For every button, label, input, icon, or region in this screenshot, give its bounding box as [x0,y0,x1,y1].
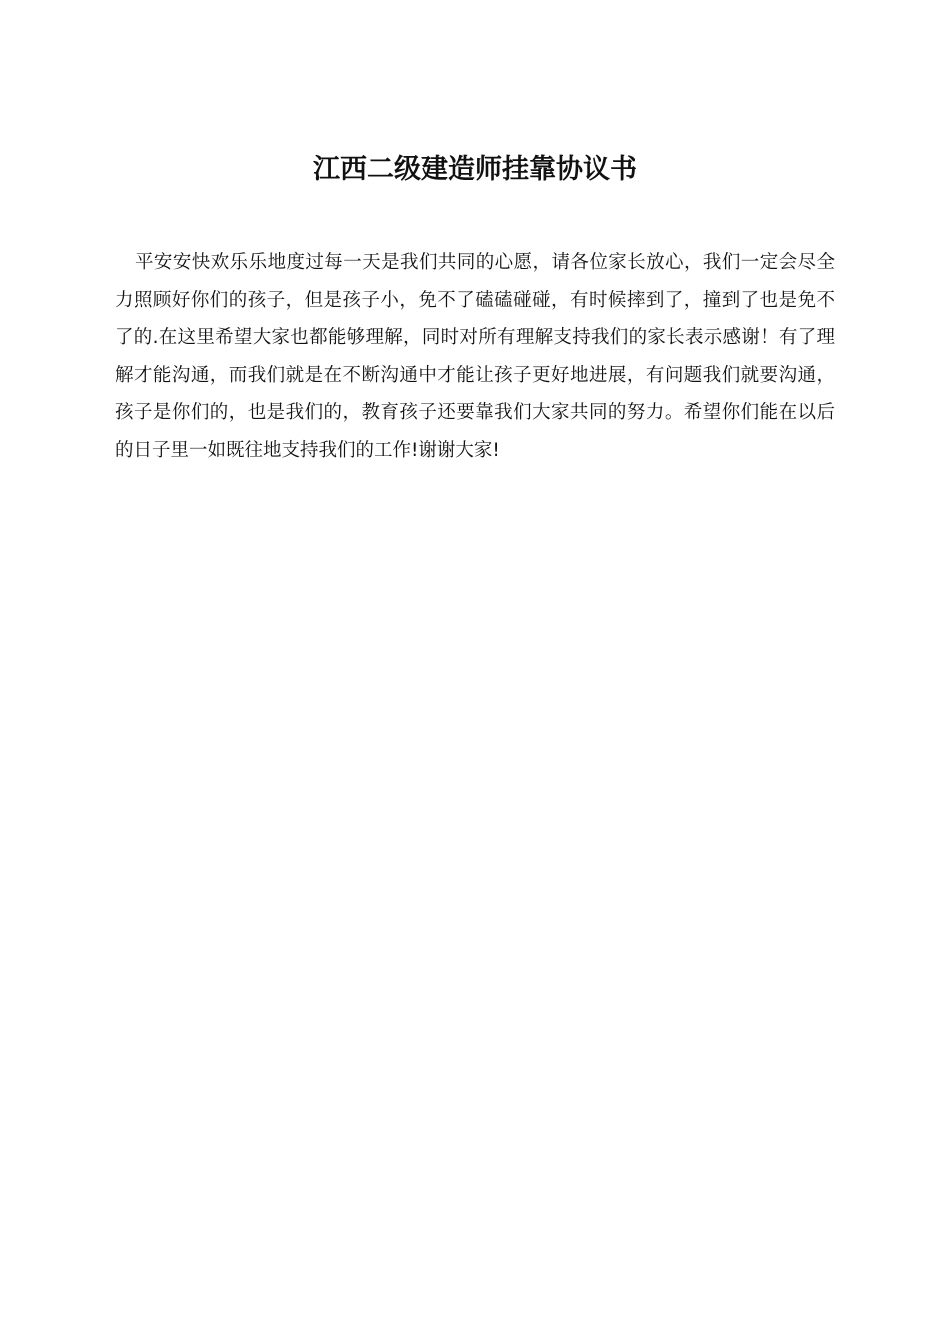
document-title: 江西二级建造师挂靠协议书 [313,154,637,186]
body-paragraph: 平安安快欢乐乐地度过每一天是我们共同的心愿，请各位家长放心，我们一定会尽全力照顾好你们的孩子，但是孩子小，免不了磕磕碰碰，有时候摔到了，撞到了也是免不了的.在这里希望大家也都能够理解，同时对所有理解支持我们的家长表示感谢！有了理解才能沟通，而我们就是在不断沟通中才能让孩子更好地进展，有问题我们就要沟通，孩子是你们的，也是我们的，教育孩子还要靠我们大家共同的努力。希望你们能在以后的日子里一如既往地支持我们的工作!谢谢大家! [115,252,835,461]
